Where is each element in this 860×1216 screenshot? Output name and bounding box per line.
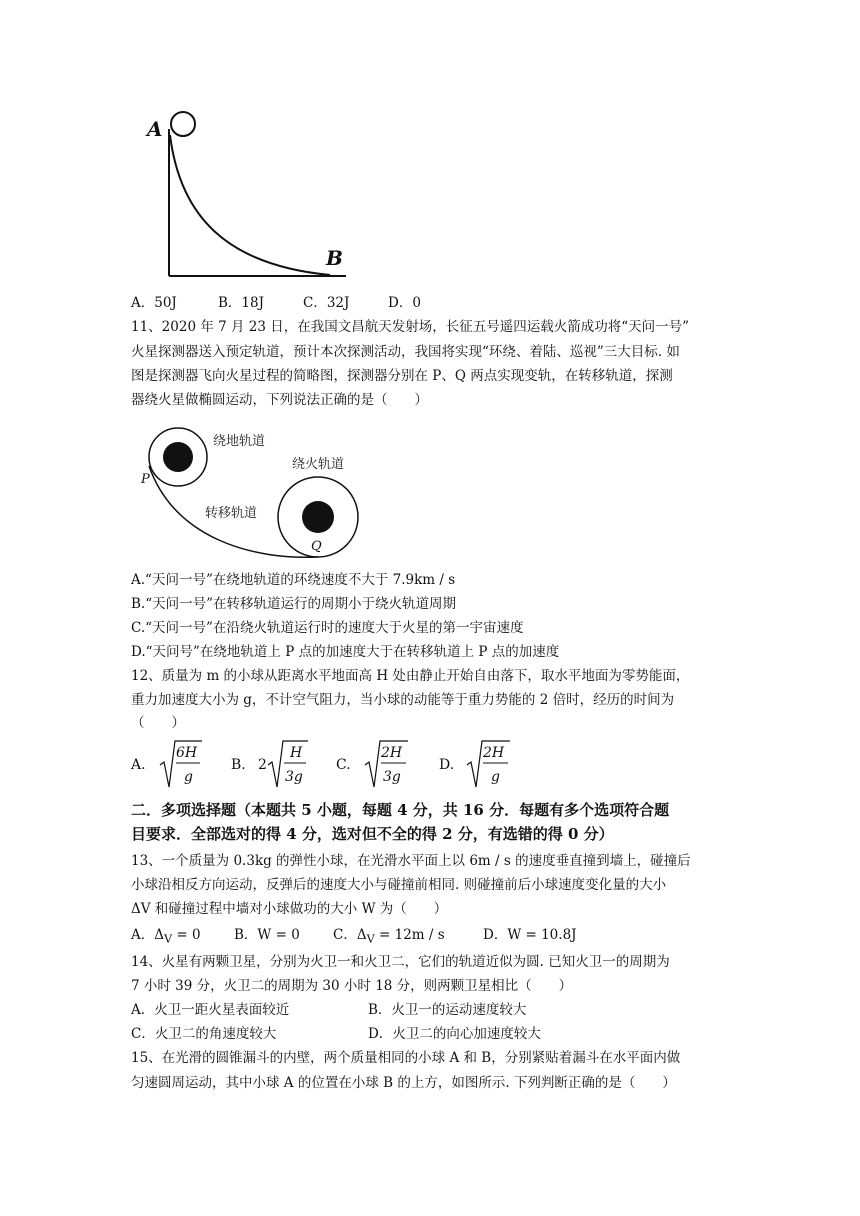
q12-line-2: 重力加速度大小为 g，不计空气阻力，当小球的动能等于重力势能的 2 倍时，经历的时间为 — [131, 692, 675, 708]
q12-option-d — [439, 741, 510, 787]
q11-option-b: B.“天问一号”在转移轨道运行的周期小于绕火轨道周期 — [131, 596, 457, 612]
q11-option-d: D.“天问号”在绕地轨道上 P 点的加速度大于在转移轨道上 P 点的加速度 — [131, 644, 560, 660]
q13-option-d: D．W = 10.8J — [483, 927, 577, 943]
track-axes — [169, 129, 346, 276]
q14-option-c: C．火卫二的角速度较大 — [131, 1026, 277, 1042]
q13-option-c: C．$\Delta_V = 12m / s$ — [333, 927, 445, 946]
label-b: B — [326, 246, 343, 270]
q14-option-b: B．火卫一的运动速度较大 — [368, 1002, 527, 1018]
mars-body — [302, 501, 334, 533]
q12-line-3: （ ） — [131, 715, 185, 731]
q11-line-3: 图是探测器飞向火星过程的简略图，探测器分别在 P、Q 两点实现变轨，在转移轨道，探测 — [131, 368, 673, 384]
q15-line-1: 15、在光滑的圆锥漏斗的内壁，两个质量相同的小球 A 和 B，分别紧贴着漏斗在水平面内做 — [131, 1050, 681, 1066]
curved-track-figure — [140, 105, 360, 285]
q14-line-2: 7 小时 39 分，火卫二的周期为 30 小时 18 分，则两颗卫星相比（ ） — [131, 978, 573, 994]
svg-text:2H: 2H — [381, 745, 403, 761]
q13-option-a: A．$\Delta_V = 0$ — [131, 927, 201, 946]
section2-heading-2: 目要求．全部选对的得 4 分，选对但不全的得 2 分，有选错的得 0 分） — [131, 825, 614, 843]
svg-text:3g: 3g — [285, 769, 303, 785]
q11-line-4: 器绕火星做椭圆运动，下列说法正确的是（ ） — [131, 392, 428, 408]
svg-text:g: g — [491, 769, 500, 785]
q14-option-d: D．火卫二的向心加速度较大 — [368, 1026, 541, 1042]
svg-text:B.: B. — [231, 757, 246, 773]
svg-text:2: 2 — [258, 757, 267, 773]
q12-option-b — [231, 741, 308, 787]
q11-option-c: C.“天问一号”在沿绕火轨道运行时的速度大于火星的第一宇宙速度 — [131, 620, 524, 636]
svg-text:6H: 6H — [176, 745, 198, 761]
point-p-label: P — [141, 472, 150, 487]
point-q-label: Q — [311, 539, 322, 554]
q11-option-a: A.“天问一号”在绕地轨道的环绕速度不大于 7.9km / s — [131, 572, 456, 588]
q13-line-3: ΔV 和碰撞过程中墙对小球做功的大小 W 为（ ） — [131, 901, 448, 917]
q11-line-2: 火星探测器送入预定轨道，预计本次探测活动，我国将实现“环绕、着陆、巡视”三大目标. 如 — [131, 344, 680, 360]
q10-option-c: C．32J — [303, 295, 350, 311]
earth-body — [163, 442, 193, 472]
q10-option-a: A．50J — [131, 295, 177, 311]
q11-line-1: 11、2020 年 7 月 23 日，在我国文昌航天发射场，长征五号遥四运载火箭成功将“天问一号” — [131, 319, 690, 335]
q14-line-1: 14、火星有两颗卫星，分别为火卫一和火卫二，它们的轨道近似为圆. 已知火卫一的周期为 — [131, 954, 670, 970]
q13-line-1: 13、一个质量为 0.3kg 的弹性小球，在光滑水平面上以 6m / s 的速度垂直撞到墙上，碰撞后 — [131, 853, 691, 869]
section2-heading-1: 二．多项选择题（本题共 5 小题，每题 4 分，共 16 分．每题有多个选项符合题 — [131, 801, 670, 819]
svg-text:3g: 3g — [383, 769, 401, 785]
q12-option-c — [336, 741, 408, 787]
mars-orbit-label: 绕火轨道 — [292, 457, 345, 472]
orbit-diagram — [135, 420, 375, 560]
svg-text:A.: A. — [131, 757, 146, 773]
transfer-orbit-label: 转移轨道 — [205, 506, 258, 521]
q14-option-a: A．火卫一距火星表面较近 — [131, 1002, 290, 1018]
label-a: A — [147, 117, 163, 141]
svg-text:g: g — [184, 769, 193, 785]
svg-text:D.: D. — [439, 757, 455, 773]
q13-option-b: B．W = 0 — [234, 927, 300, 943]
svg-text:C.: C. — [336, 757, 351, 773]
q13-line-2: 小球沿相反方向运动，反弹后的速度大小与碰撞前相同. 则碰撞前后小球速度变化量的大小 — [131, 877, 667, 893]
q12-options — [128, 735, 548, 791]
q15-line-2: 匀速圆周运动，其中小球 A 的位置在小球 B 的上方，如图所示. 下列判断正确的是（ ） — [131, 1075, 676, 1091]
q10-option-d: D．0 — [388, 295, 421, 311]
svg-text:2H: 2H — [483, 745, 505, 761]
q10-option-b: B．18J — [218, 295, 265, 311]
q12-option-a — [130, 741, 202, 787]
svg-text:H: H — [290, 745, 303, 761]
earth-orbit-label: 绕地轨道 — [213, 434, 266, 449]
ball — [171, 112, 195, 136]
q12-line-1: 12、质量为 m 的小球从距离水平地面高 H 处由静止开始自由落下，取水平地面为零势能面， — [131, 668, 690, 684]
track-curve — [170, 135, 330, 275]
